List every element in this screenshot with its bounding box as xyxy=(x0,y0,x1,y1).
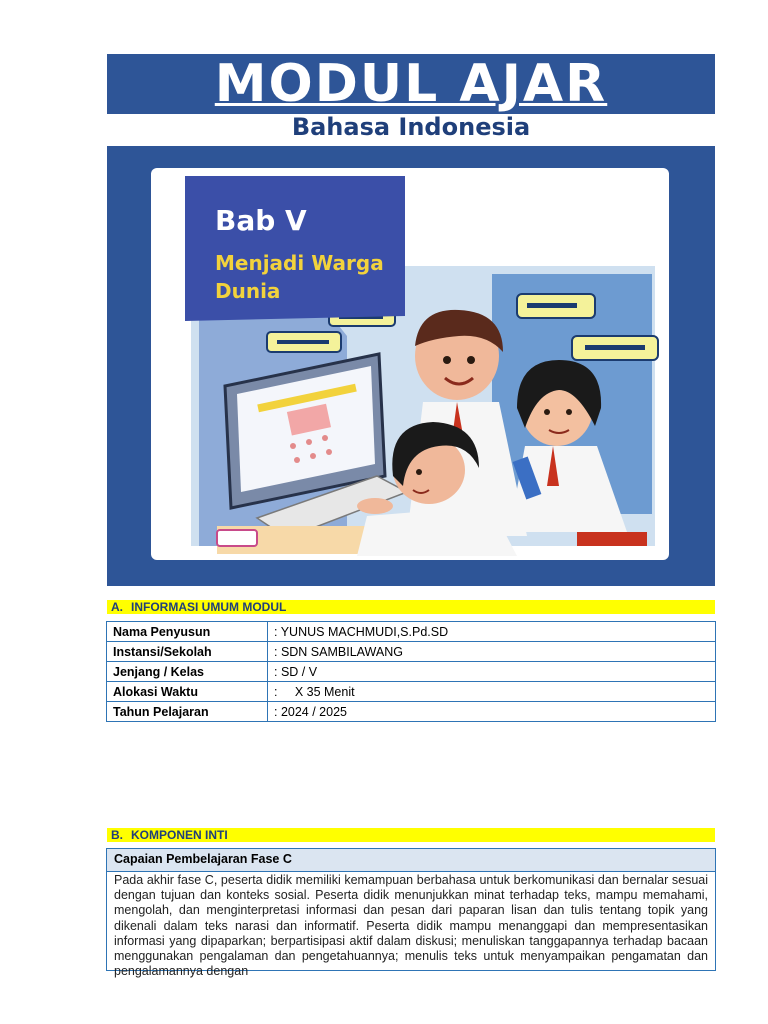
row-value: : 2024 / 2025 xyxy=(268,702,716,722)
section-a-number: A. xyxy=(111,600,123,614)
table-row xyxy=(107,622,716,642)
document-title: MODUL AJAR xyxy=(214,54,608,114)
section-b-title: KOMPONEN INTI xyxy=(131,828,228,842)
cover-artwork xyxy=(107,146,715,586)
section-a-heading xyxy=(107,600,715,614)
section-b-number: B. xyxy=(111,828,123,842)
general-info-table xyxy=(106,621,716,722)
row-label: Tahun Pelajaran xyxy=(107,702,268,722)
chapter-title-line1: Menjadi Warga xyxy=(215,251,384,275)
title-banner xyxy=(107,54,715,114)
row-label: Alokasi Waktu xyxy=(107,682,268,702)
table-row xyxy=(107,702,716,722)
row-value: : X 35 Menit xyxy=(268,682,716,702)
row-label: Instansi/Sekolah xyxy=(107,642,268,662)
capaian-heading: Capaian Pembelajaran Fase C xyxy=(106,848,716,872)
section-b-heading xyxy=(107,828,715,842)
table-row xyxy=(107,642,716,662)
row-value: : YUNUS MACHMUDI,S.Pd.SD xyxy=(268,622,716,642)
row-value: : SDN SAMBILAWANG xyxy=(268,642,716,662)
row-label: Jenjang / Kelas xyxy=(107,662,268,682)
capaian-text: Pada akhir fase C, peserta didik memiliki kemampuan berbahasa untuk berkomunikasi dan bernalar sesuai dengan tujuan dan konteks sosial. Peserta didik menunjukkan minat terhadap teks, mampu memahami, mengolah, dan menginterpretasi informasi dan pesan dari paparan lisan dan tulis tentang topik yang dikenali dalam teks narasi dan informatif. Peserta didik mampu menanggapi dan mempresentasikan informasi yang dipaparkan; berpartisipasi aktif dalam diskusi; menuliskan tanggapannya terhadap bacaan menggunakan pengalaman dan pengetahuannya; menulis teks untuk menyampaikan pengamatan dan pengalamannya dengan xyxy=(106,871,716,971)
row-value: : SD / V xyxy=(268,662,716,682)
table-row xyxy=(107,662,716,682)
table-row xyxy=(107,682,716,702)
cover-illustration xyxy=(107,146,715,586)
row-label: Nama Penyusun xyxy=(107,622,268,642)
section-a-title: INFORMASI UMUM MODUL xyxy=(131,600,287,614)
chapter-label: Bab V xyxy=(215,204,307,237)
chapter-title-line2: Dunia xyxy=(215,279,281,303)
document-subtitle: Bahasa Indonesia xyxy=(291,113,531,141)
